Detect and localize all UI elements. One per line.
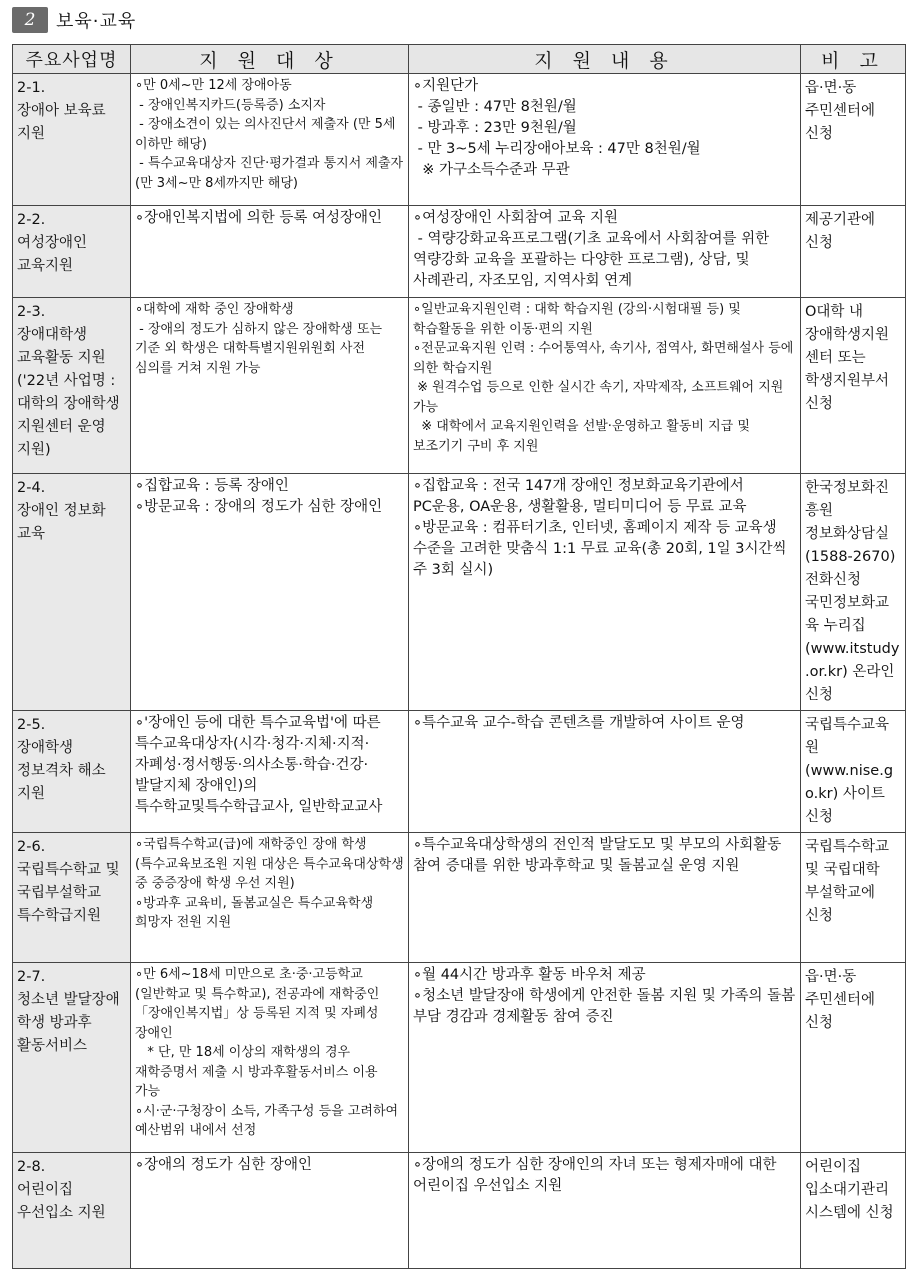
program-name-cell [13, 963, 131, 1153]
target-cell [131, 833, 409, 963]
program-name-cell [13, 833, 131, 963]
content-line: ∘전문교육지원 인력 : 수어통역사, 속기사, 점역사, 화면해설사 등에 의한 학습지원 [413, 341, 798, 376]
content-line: - 역량강화교육프로그램(기초 교육에서 사회참여를 위한 역량강화 교육을 포괄하는 다양한 프로그램), 상담, 및 사례관리, 자조모임, 지역사회 연계 [413, 231, 774, 289]
content-cell [409, 1153, 801, 1269]
note-text: 국립특수학교 및 국립대학 부설학교에 신청 [805, 839, 894, 924]
program-name-text: 2-8. [17, 1159, 46, 1175]
content-line: ∘일반교육지원인력 : 대학 학습지원 (강의·시험대필 등) 및 학습활동을 위한 이동·편의 지원 [413, 302, 746, 337]
target-cell [131, 206, 409, 298]
content-cell [409, 298, 801, 474]
target-line: ∘집합교육 : 등록 장애인 [135, 478, 289, 494]
content-line: ※ 원격수업 등으로 인한 실시간 속기, 자막제작, 소프트웨어 지원 가능 [413, 380, 788, 415]
program-name-text: 어린이집 우선입소 지원 [17, 1182, 106, 1221]
target-line: ∘시·군·구청장이 소득, 가족구성 등을 고려하여 예산범위 내에서 선정 [135, 1103, 403, 1138]
target-cell [131, 963, 409, 1153]
program-name-cell [13, 1153, 131, 1269]
program-name-cell [13, 74, 131, 206]
content-cell [409, 833, 801, 963]
note-cell [801, 474, 906, 711]
target-line: ∘장애의 정도가 심한 장애인 [135, 1157, 312, 1173]
program-name-cell [13, 206, 131, 298]
note-text: 국립특수교육원 (www.nise.go.kr) 사이트 신청 [805, 717, 894, 825]
target-line: - 장애소견이 있는 의사진단서 제출자 (만 5세 이하만 해당) [135, 117, 400, 152]
program-name-text: 2-3. [17, 304, 46, 320]
program-name-text: 국립특수학교 및 국립부설학교 특수학급지원 [17, 862, 125, 924]
program-name-text: 여성장애인 교육지원 [17, 235, 92, 274]
target-line: - 장애인복지카드(등록증) 소지자 [135, 97, 326, 113]
content-line: ∘특수교육대상학생의 전인적 발달도모 및 부모의 사회활동 참여 증대를 위한 방과후학교 및 돌봄교실 운영 지원 [413, 837, 786, 874]
note-cell [801, 206, 906, 298]
table-row [13, 711, 906, 833]
content-line: - 만 3~5세 누리장애아보육 : 47만 8천원/월 [413, 141, 701, 157]
content-line: - 종일반 : 47만 8천원/월 [413, 99, 577, 115]
target-line: * 단, 만 18세 이상의 재학생의 경우 재학증명서 제출 시 방과후활동서비스 이용 가능 [135, 1045, 382, 1099]
program-name-cell [13, 298, 131, 474]
target-line: ∘대학에 재학 중인 장애학생 [135, 302, 294, 317]
content-line: - 방과후 : 23만 9천원/월 [413, 120, 577, 136]
program-name-text: 2-7. [17, 969, 46, 985]
note-cell [801, 963, 906, 1153]
program-name-text: 2-6. [17, 839, 46, 855]
target-line: ∘방문교육 : 장애의 정도가 심한 장애인 [135, 499, 383, 515]
target-line: ∘'장애인 등에 대한 특수교육법'에 따른 특수교육대상자(시각·청각·지체·지적·자폐성·정서행동·의사소통·학습·건강·발달지체 장애인)의 특수학교및특수학급교사, 일반학교교사 [135, 715, 386, 815]
table-row [13, 74, 906, 206]
table-row [13, 963, 906, 1153]
header-note: 비 고 [801, 45, 906, 74]
section-header [12, 6, 136, 34]
program-table [12, 44, 906, 1269]
program-name-text: 장애대학생 교육활동 지원 ('22년 사업명 : 대학의 장애학생 지원센터 운영 지원) [17, 327, 125, 458]
header-program-name: 주요사업명 [13, 45, 131, 74]
content-cell [409, 711, 801, 833]
content-cell [409, 206, 801, 298]
content-line: ∘월 44시간 방과후 활동 바우처 제공 [413, 967, 646, 983]
content-line: ※ 가구소득수준과 무관 [413, 162, 570, 178]
note-cell [801, 833, 906, 963]
target-line: ∘국립특수학교(급)에 재학중인 장애 학생(특수교육보조원 지원 대상은 특수교육대상학생 중 중증장애 학생 우선 지원) [135, 837, 408, 891]
content-line: ※ 대학에서 교육지원인력을 선발·운영하고 활동비 지급 및 보조기기 구비 후 지원 [413, 419, 755, 454]
target-cell [131, 474, 409, 711]
content-line: ∘청소년 발달장애 학생에게 안전한 돌봄 지원 및 가족의 돌봄 부담 경감과 경제활동 참여 증진 [413, 988, 800, 1025]
table-row [13, 833, 906, 963]
target-line: ∘방과후 교육비, 돌봄교실은 특수교육학생 희망자 전원 지원 [135, 895, 378, 930]
target-cell [131, 711, 409, 833]
content-line: ∘여성장애인 사회참여 교육 지원 [413, 210, 618, 226]
program-name-text: 장애인 정보화 교육 [17, 503, 111, 542]
program-name-text: 2-2. [17, 212, 46, 228]
program-name-text: 2-1. [17, 80, 46, 96]
note-cell [801, 711, 906, 833]
program-name-text: 장애아 보육료 지원 [17, 103, 111, 142]
target-cell [131, 298, 409, 474]
note-text: 국민정보화교육 누리집 (www.itstudy.or.kr) 온라인 신청 [805, 595, 900, 703]
content-line: ∘집합교육 : 전국 147개 장애인 정보화교육기관에서 PC운용, OA운용, 생활활용, 멀티미디어 등 무료 교육 [413, 478, 749, 515]
content-line: ∘지원단가 [413, 78, 479, 94]
content-cell [409, 963, 801, 1153]
note-text: 읍·면·동 주민센터에 신청 [805, 969, 880, 1031]
target-line: ∘장애인복지법에 의한 등록 여성장애인 [135, 210, 383, 226]
note-text: 읍·면·동 주민센터에 신청 [805, 80, 880, 142]
program-name-text: 청소년 발달장애 학생 방과후 활동서비스 [17, 992, 125, 1054]
header-content: 지 원 내 용 [409, 45, 801, 74]
target-line: ∘만 6세~18세 미만으로 초·중·고등학교(일반학교 및 특수학교), 전공과에 재학중인 「장애인복지법」상 등록된 지적 및 자폐성 장애인 [135, 967, 384, 1041]
table-header-row [13, 45, 906, 74]
section-number: 2 [24, 10, 36, 30]
content-cell [409, 74, 801, 206]
table-row [13, 298, 906, 474]
program-name-text: 장애학생 정보격차 해소 지원 [17, 740, 111, 802]
note-text: O대학 내 장애학생지원센터 또는 학생지원부서 신청 [805, 304, 894, 412]
table-row [13, 1153, 906, 1269]
target-cell [131, 1153, 409, 1269]
note-text: 한국정보화진흥원 정보화상담실 (1588-2670) 전화신청 [805, 480, 900, 588]
program-name-cell [13, 474, 131, 711]
program-name-text: 2-4. [17, 480, 46, 496]
program-name-cell [13, 711, 131, 833]
content-line: ∘방문교육 : 컴퓨터기초, 인터넷, 홈페이지 제작 등 교육생 수준을 고려한 맞춤식 1:1 무료 교육(총 20회, 1일 3시간씩 주 3회 실시) [413, 520, 792, 578]
table-row [13, 206, 906, 298]
note-cell [801, 74, 906, 206]
content-line: ∘특수교육 교수-학습 콘텐츠를 개발하여 사이트 운영 [413, 715, 745, 731]
section-title: 보육·교육 [56, 11, 137, 32]
note-cell [801, 298, 906, 474]
target-line: ∘만 0세~만 12세 장애아동 [135, 78, 292, 93]
content-line: ∘장애의 정도가 심한 장애인의 자녀 또는 형제자매에 대한 어린이집 우선입소 지원 [413, 1157, 782, 1194]
target-cell [131, 74, 409, 206]
note-cell [801, 1153, 906, 1269]
program-name-text: 2-5. [17, 717, 46, 733]
section-number-badge [12, 7, 48, 33]
content-cell [409, 474, 801, 711]
header-target: 지 원 대 상 [131, 45, 409, 74]
target-line: - 특수교육대상자 진단·평가결과 통지서 제출자(만 3세~만 8세까지만 해당) [135, 156, 404, 191]
note-text: 어린이집 입소대기관리시스템에 신청 [805, 1159, 894, 1221]
note-text: 제공기관에 신청 [805, 212, 880, 251]
target-line: - 장애의 정도가 심하지 않은 장애학생 또는 기준 외 학생은 대학특별지원위원회 사전 심의를 거쳐 지원 가능 [135, 321, 387, 376]
table-row [13, 474, 906, 711]
